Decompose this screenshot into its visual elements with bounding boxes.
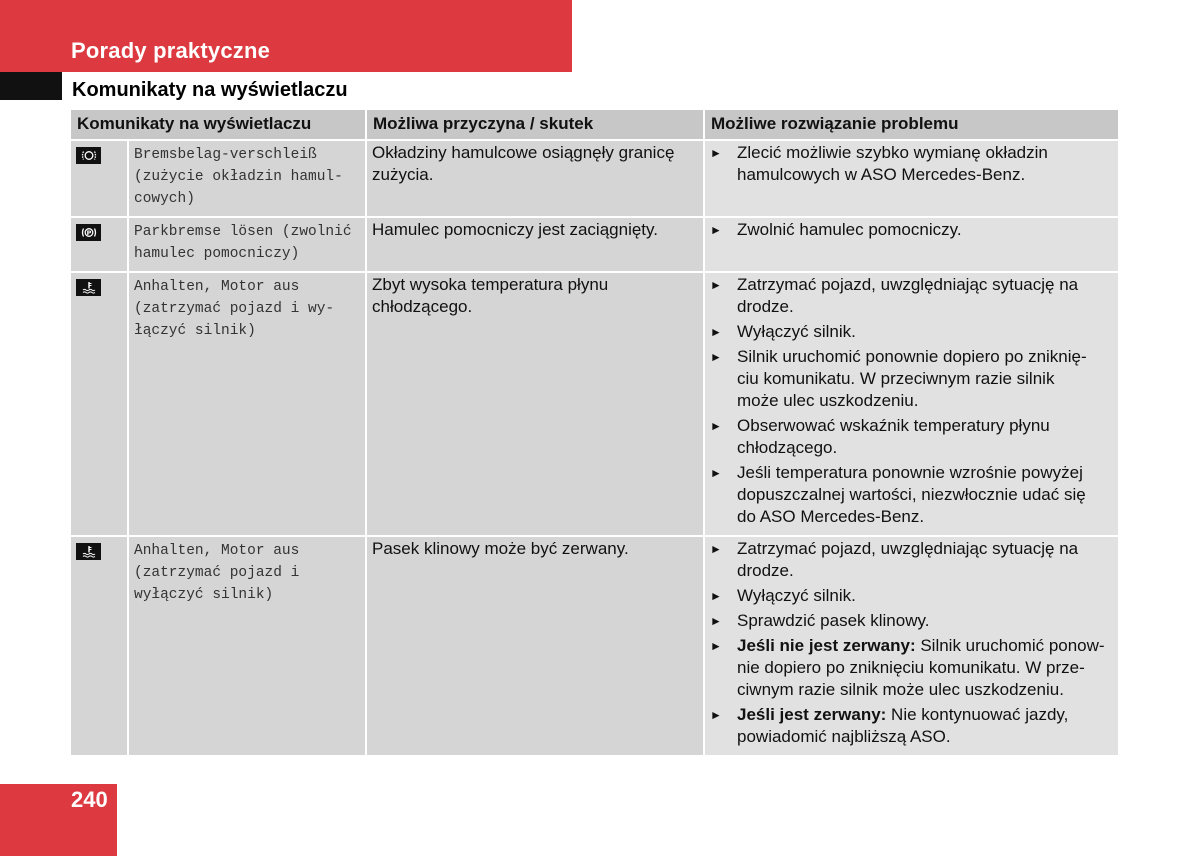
bullet-arrow-icon: ► — [710, 278, 722, 292]
bullet-arrow-icon: ► — [710, 708, 722, 722]
solution-text: Zwolnić hamulec pomocniczy. — [737, 220, 962, 239]
display-messages-table-wrap — [71, 110, 1118, 757]
solution-text: Jeśli temperatura ponownie wzrośnie powyżej dopuszczalnej wartości, niezwłocznie udać się do ASO Mercedes-Benz. — [737, 463, 1086, 526]
bullet-arrow-icon: ► — [710, 146, 722, 160]
bullet-arrow-icon: ► — [710, 325, 722, 339]
solution-condition: Jeśli nie jest zerwany: — [737, 636, 916, 655]
section-title: Komunikaty na wyświetlaczu — [72, 79, 348, 101]
solution-text: Nie kontynuować jazdy, powiadomić najbliższą ASO. — [737, 705, 1069, 746]
solution-text: Sprawdzić pasek klinowy. — [737, 611, 930, 630]
message-text-cell — [128, 272, 366, 536]
message-icon-cell — [71, 536, 128, 756]
solution-cell — [704, 217, 1118, 272]
brake-pad-wear-icon — [76, 147, 101, 164]
solution-text: Silnik uruchomić ponownie dopiero po zniknię- ciu komunikatu. W przeciwnym razie silnik może ulec uszkodzeniu. — [737, 347, 1087, 410]
message-text-cell — [128, 536, 366, 756]
solution-list — [705, 537, 1118, 755]
display-message-text: Anhalten, Motor aus (zatrzymać pojazd i wy- łączyć silnik) — [134, 279, 335, 339]
cause-cell — [366, 536, 704, 756]
table-row — [71, 536, 1118, 756]
solution-cell — [704, 140, 1118, 217]
cause-text: Okładziny hamulcowe osiągnęły granicę zużycia. — [372, 143, 675, 184]
bullet-arrow-icon: ► — [710, 466, 722, 480]
column-header-cause: Możliwa przyczyna / skutek — [366, 110, 704, 140]
solution-text: Zlecić możliwie szybko wymianę okładzin hamulcowych w ASO Mercedes-Benz. — [737, 143, 1048, 184]
bullet-arrow-icon: ► — [710, 542, 722, 556]
solution-text: Zatrzymać pojazd, uwzględniając sytuację na drodze. — [737, 275, 1079, 316]
bullet-arrow-icon: ► — [710, 589, 722, 603]
solution-text: Silnik uruchomić ponow- nie dopiero po zniknięciu komunikatu. W prze- ciwnym razie silnik może ulec uszkodzeniu. — [737, 636, 1105, 699]
message-text-cell — [128, 140, 366, 217]
message-icon-cell — [71, 140, 128, 217]
bullet-arrow-icon: ► — [710, 223, 722, 237]
solution-item — [710, 704, 1114, 748]
solution-text: Wyłączyć silnik. — [737, 322, 856, 341]
chapter-title: Porady praktyczne — [71, 38, 271, 63]
solution-item — [710, 219, 1114, 241]
display-messages-table — [71, 110, 1118, 757]
column-header-solution: Możliwe rozwiązanie problemu — [704, 110, 1118, 140]
page-number-band — [0, 784, 117, 856]
table-row — [71, 217, 1118, 272]
cause-text: Zbyt wysoka temperatura płynu chłodzącego. — [372, 275, 609, 316]
solution-list — [705, 273, 1118, 535]
table-row — [71, 140, 1118, 217]
solution-item — [710, 321, 1114, 343]
coolant-temperature-icon — [76, 543, 101, 560]
bullet-arrow-icon: ► — [710, 419, 722, 433]
solution-item — [710, 346, 1114, 412]
display-message-text: Parkbremse lösen (zwolnić hamulec pomocniczy) — [134, 224, 352, 262]
table-row — [71, 272, 1118, 536]
cause-cell — [366, 217, 704, 272]
display-message-text: Anhalten, Motor aus (zatrzymać pojazd i wyłączyć silnik) — [134, 543, 300, 603]
chapter-header-band — [0, 0, 572, 72]
page-number: 240 — [71, 787, 108, 812]
solution-text: Wyłączyć silnik. — [737, 586, 856, 605]
solution-item — [710, 538, 1114, 582]
column-header-message: Komunikaty na wyświetlaczu — [71, 110, 366, 140]
cause-cell — [366, 272, 704, 536]
solution-condition: Jeśli jest zerwany: — [737, 705, 887, 724]
solution-text: Zatrzymać pojazd, uwzględniając sytuację na drodze. — [737, 539, 1079, 580]
message-icon-cell — [71, 272, 128, 536]
display-message-text: Bremsbelag-verschleiß (zużycie okładzin hamul- cowych) — [134, 147, 343, 207]
solution-item — [710, 585, 1114, 607]
cause-text: Pasek klinowy może być zerwany. — [372, 539, 629, 558]
section-marker — [0, 72, 62, 100]
solution-cell — [704, 272, 1118, 536]
table-header-row — [71, 110, 1118, 140]
solution-cell — [704, 536, 1118, 756]
coolant-temperature-icon — [76, 279, 101, 296]
solution-item — [710, 142, 1114, 186]
message-text-cell — [128, 217, 366, 272]
bullet-arrow-icon: ► — [710, 639, 722, 653]
bullet-arrow-icon: ► — [710, 614, 722, 628]
bullet-arrow-icon: ► — [710, 350, 722, 364]
parking-brake-icon — [76, 224, 101, 241]
solution-item — [710, 635, 1114, 701]
cause-text: Hamulec pomocniczy jest zaciągnięty. — [372, 220, 658, 239]
solution-item — [710, 610, 1114, 632]
cause-cell — [366, 140, 704, 217]
solution-list — [705, 141, 1118, 193]
solution-item — [710, 415, 1114, 459]
solution-item — [710, 462, 1114, 528]
message-icon-cell — [71, 217, 128, 272]
solution-text: Obserwować wskaźnik temperatury płynu chłodzącego. — [737, 416, 1050, 457]
solution-item — [710, 274, 1114, 318]
svg-text:P: P — [86, 229, 91, 237]
solution-list — [705, 218, 1118, 248]
